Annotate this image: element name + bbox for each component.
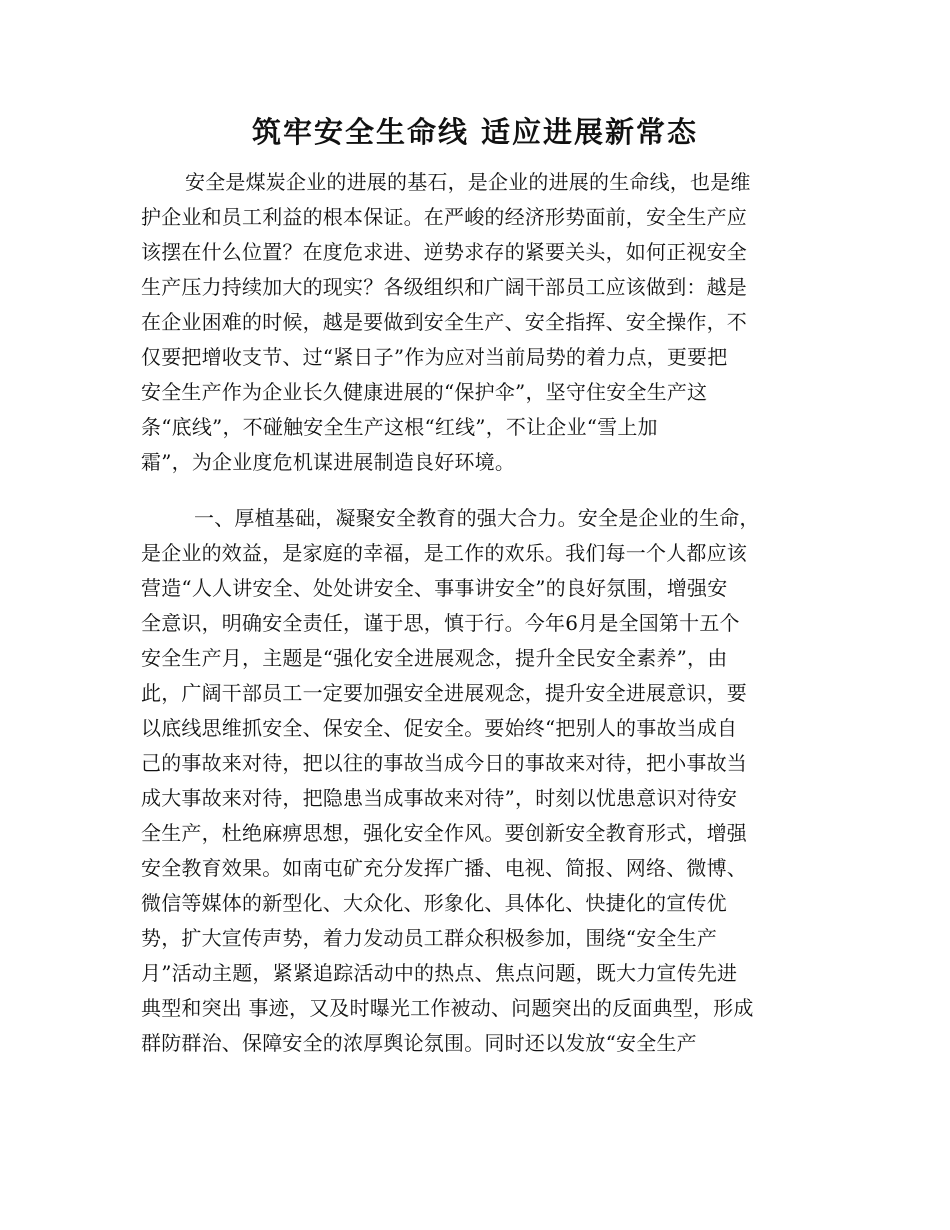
- paragraph-2-line: 己的事故来对待，把以往的事故当成今日的事故来对待，把小事故当: [141, 751, 747, 775]
- paragraph-2-line: 势，扩大宣传声势，着力发动员工群众积极参加，围绕“安全生产: [141, 926, 718, 950]
- paragraph-1-line: 在企业困难的时候，越是要做到安全生产、安全指挥、安全操作，不: [141, 310, 747, 334]
- paragraph-2-line: 营造“人人讲安全、处处讲安全、事事讲安全”的良好氛围，增强安: [141, 576, 728, 600]
- paragraph-1-line: 仅要把增收支节、过“紧日子”作为应对当前局势的着力点，更要把: [141, 345, 728, 369]
- paragraph-2-line: 是企业的效益，是家庭的幸福，是工作的欢乐。我们每一个人都应该: [141, 541, 747, 565]
- paragraph-2-line: 全生产，杜绝麻痹思想，强化安全作风。要创新安全教育形式，增强: [141, 821, 747, 845]
- document-title: 筑牢安全生命线 适应进展新常态: [251, 115, 699, 149]
- paragraph-1-line: 霜”，为企业度危机谋进展制造良好环境。: [141, 450, 516, 474]
- paragraph-1-line: 生产压力持续加大的现实？各级组织和广阔干部员工应该做到：越是: [141, 275, 747, 299]
- paragraph-2-line: 安全生产月，主题是“强化安全进展观念，提升全民安全素养”，由: [141, 646, 728, 670]
- paragraph-2-line: 微信等媒体的新型化、大众化、形象化、具体化、快捷化的宣传优: [141, 891, 727, 915]
- paragraph-2-line: 全意识，明确安全责任，谨于思，慎于行。今年6月是全国第十五个: [141, 611, 740, 635]
- paragraph-1-line: 安全是煤炭企业的进展的基石，是企业的进展的生命线，也是维: [185, 170, 751, 194]
- paragraph-2-line: 典型和突出 事迹，又及时曝光工作被动、问题突出的反面典型，形成: [141, 996, 754, 1020]
- paragraph-2-line: 以底线思维抓安全、保安全、促安全。要始终“把别人的事故当成自: [141, 716, 738, 740]
- paragraph-2-line: 此，广阔干部员工一定要加强安全进展观念，提升安全进展意识，要: [141, 681, 747, 705]
- paragraph-2-line: 安全教育效果。如南屯矿充分发挥广播、电视、简报、网络、微博、: [141, 856, 747, 880]
- paragraph-1-line: 安全生产作为企业长久健康进展的“保护伞”，坚守住安全生产这: [141, 380, 708, 404]
- paragraph-2-line: 一、厚植基础，凝聚安全教育的强大合力。安全是企业的生命，: [194, 506, 760, 530]
- paragraph-1-line: 该摆在什么位置？在度危求进、逆势求存的紧要关头，如何正视安全: [141, 240, 747, 264]
- paragraph-2-line: 月”活动主题，紧紧追踪活动中的热点、焦点问题，既大力宣传先进: [141, 961, 738, 985]
- paragraph-2-line: 群防群治、保障安全的浓厚舆论氛围。同时还以发放“安全生产: [141, 1031, 697, 1055]
- paragraph-1-line: 护企业和员工利益的根本保证。在严峻的经济形势面前，安全生产应: [141, 205, 747, 229]
- paragraph-1-line: 条“底线”，不碰触安全生产这根“红线”，不让企业“雪上加: [141, 415, 658, 439]
- paragraph-2-line: 成大事故来对待，把隐患当成事故来对待”，时刻以忧患意识对待安: [141, 786, 738, 810]
